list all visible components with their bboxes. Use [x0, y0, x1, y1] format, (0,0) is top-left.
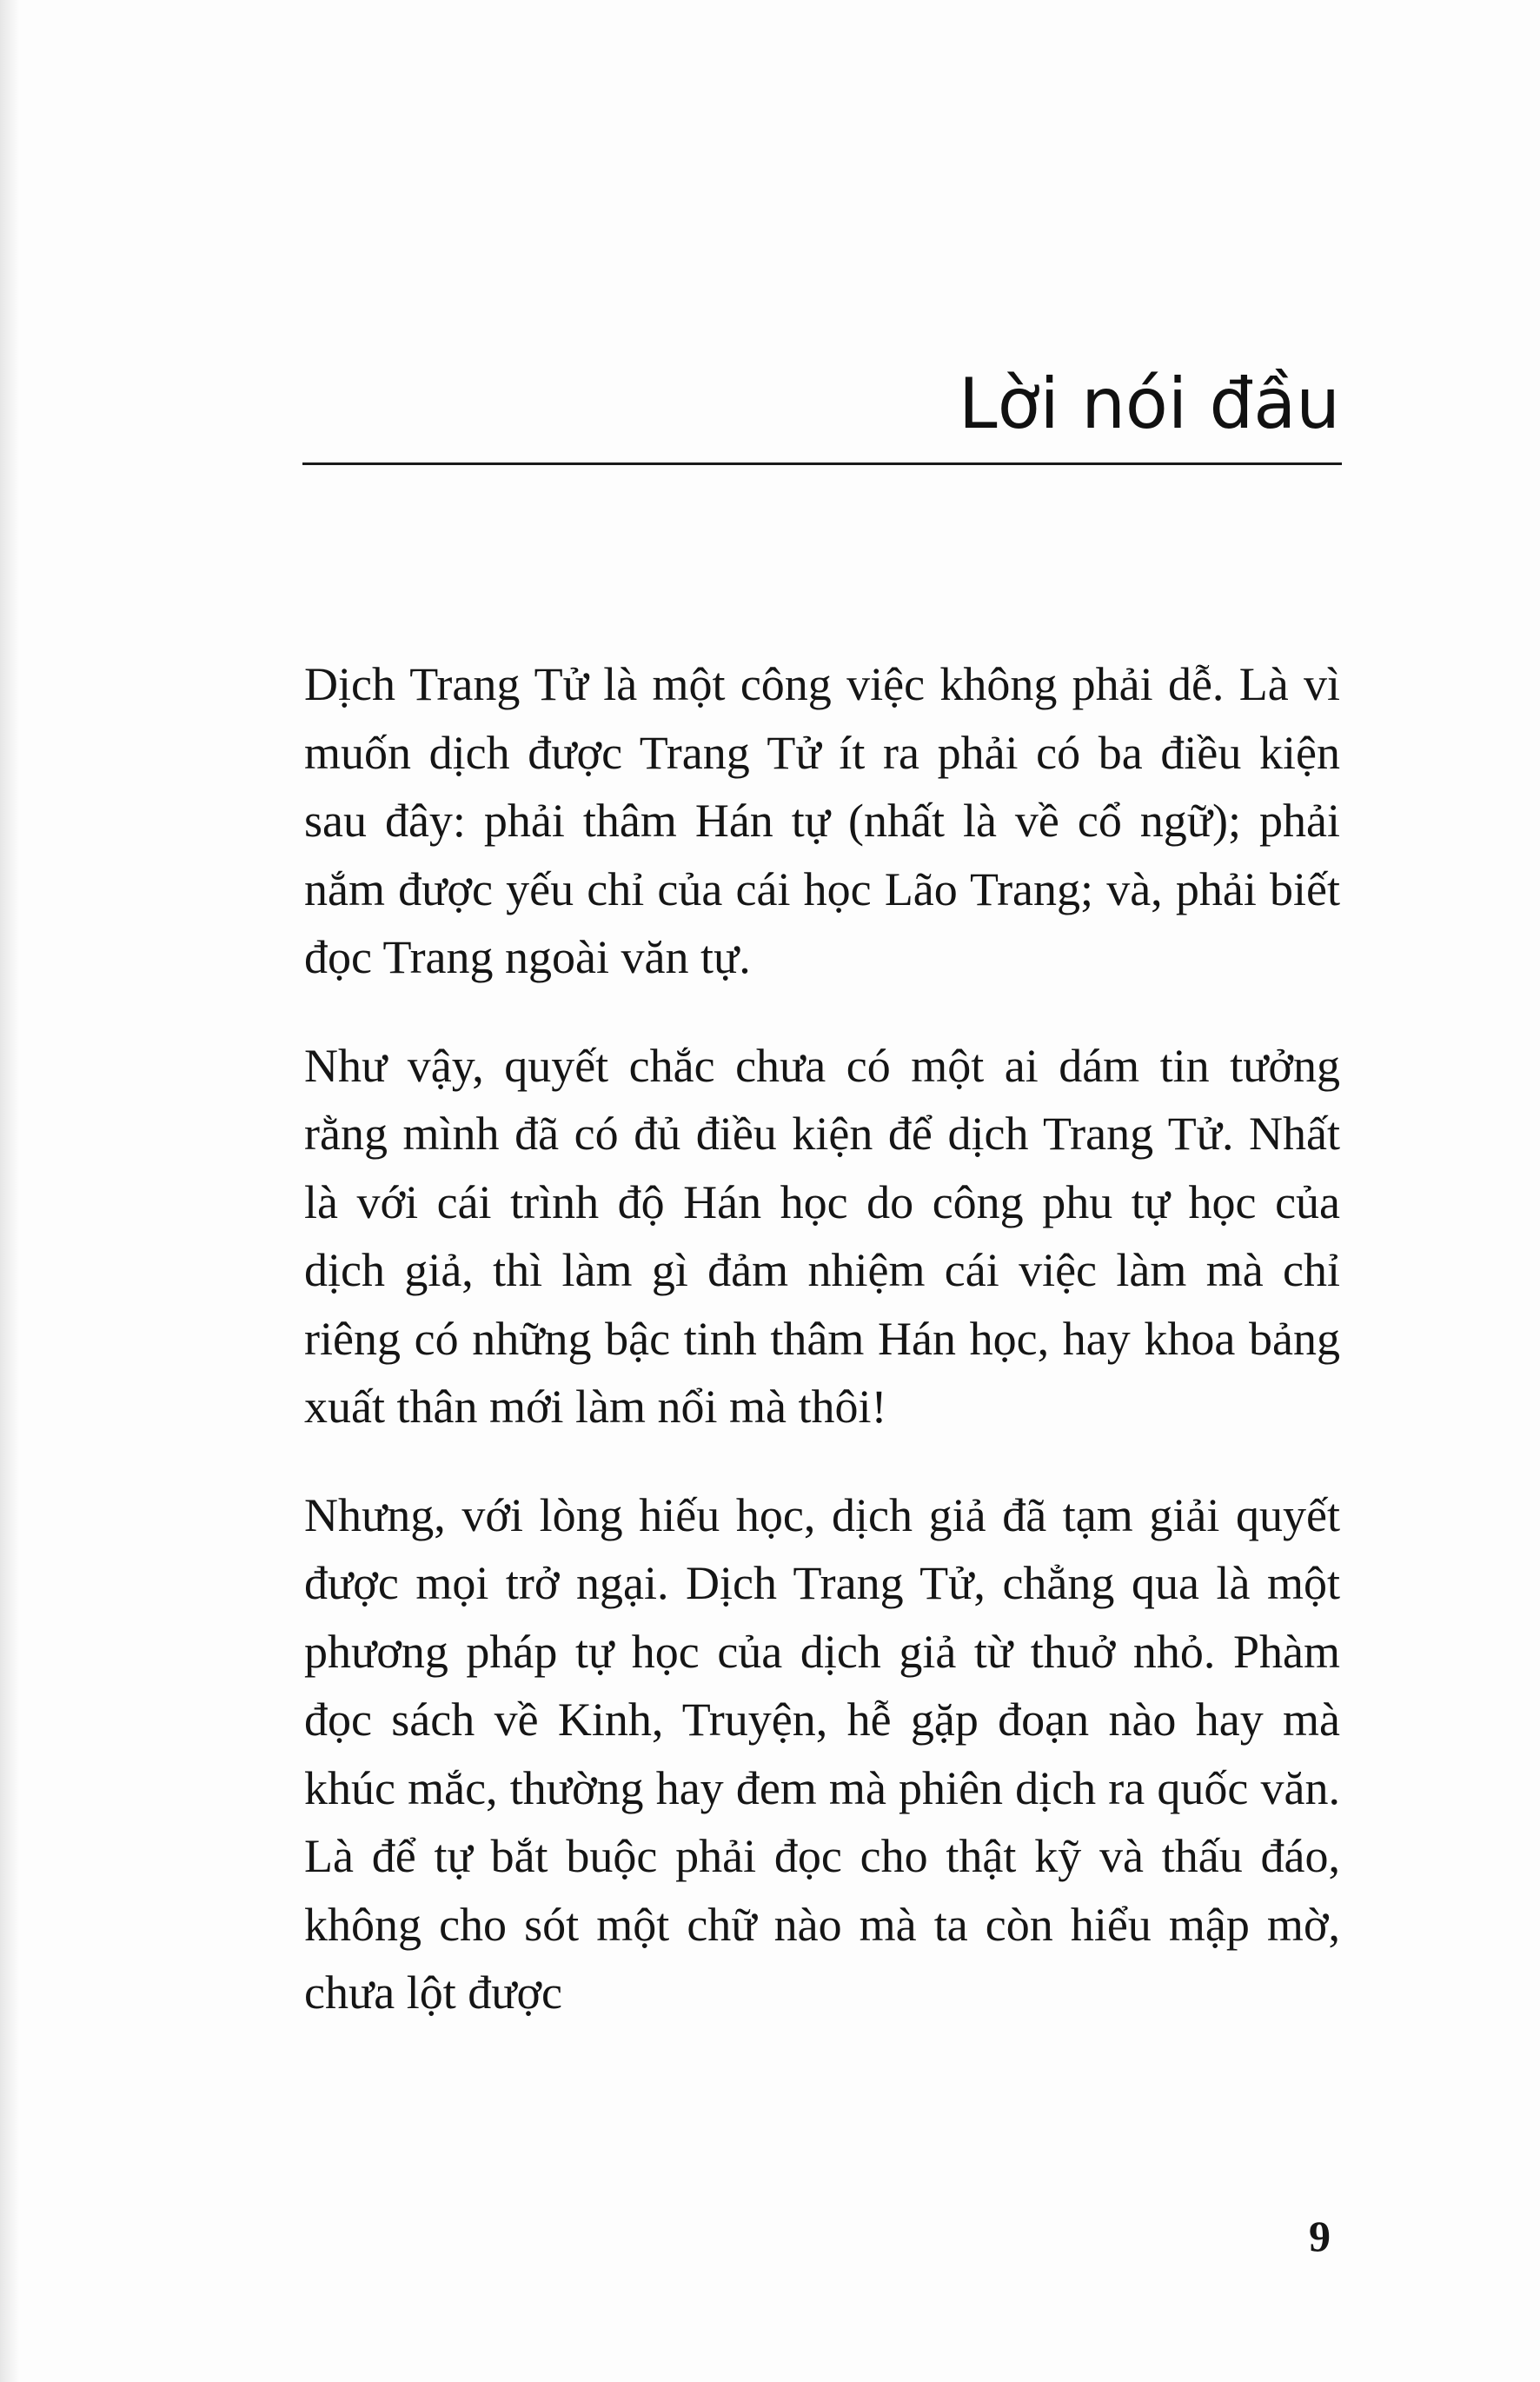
- paragraph-3: Nhưng, với lòng hiếu học, dịch giả đã tạm giải quyết được mọi trở ngại. Dịch Trang Tử, chẳng qua là một phương pháp tự học của dịch giả từ thuở nhỏ. Phàm đọc sách về Kinh, Truyện, hễ gặp đoạn nào hay mà khúc mắc, thường hay đem mà phiên dịch ra quốc văn. Là để tự bắt buộc phải đọc cho thật kỹ và thấu đáo, không cho sót một chữ nào mà ta còn hiểu mập mờ, chưa lột được: [304, 1488, 1340, 2019]
- page-number: 9: [1309, 2212, 1331, 2260]
- body-text: [304, 650, 1340, 2067]
- chapter-title: Lời nói đầu: [959, 363, 1340, 444]
- paragraph-2: Như vậy, quyết chắc chưa có một ai dám tin tưởng rằng mình đã có đủ điều kiện để dịch Trang Tử. Nhất là với cái trình độ Hán học do công phu tự học của dịch giả, thì làm gì đảm nhiệm cái việc làm mà chỉ riêng có những bậc tinh thâm Hán học, hay khoa bảng xuất thân mới làm nổi mà thôi!: [304, 1039, 1340, 1433]
- page-spine-shadow: [0, 0, 19, 2382]
- paragraph-1: Dịch Trang Tử là một công việc không phải dễ. Là vì muốn dịch được Trang Tử ít ra phải có ba điều kiện sau đây: phải thâm Hán tự (nhất là về cổ ngữ); phải nắm được yếu chỉ của cái học Lão Trang; và, phải biết đọc Trang ngoài văn tự.: [304, 658, 1340, 983]
- title-underline: [302, 462, 1342, 465]
